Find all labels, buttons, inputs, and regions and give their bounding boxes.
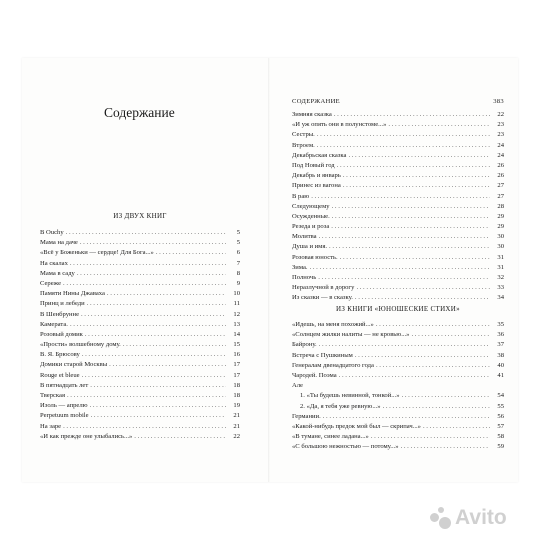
toc-entry <box>292 242 504 252</box>
toc-entry-page: 15 <box>233 341 240 349</box>
toc-entry-page: 21 <box>233 422 240 430</box>
toc-dot-leader <box>343 171 490 181</box>
toc-entry-page: 22 <box>233 432 240 440</box>
toc-entry-title: Осужденные. <box>292 212 330 220</box>
toc-dot-leader <box>156 248 226 258</box>
toc-entry-title: Принес из вагона <box>292 182 341 190</box>
toc-entry <box>292 110 504 120</box>
toc-entry-page: 12 <box>233 310 240 318</box>
toc-entry-title: Розовый домик <box>40 330 83 338</box>
toc-entry-title: Под Новый год <box>292 161 335 169</box>
toc-entry <box>292 161 504 171</box>
toc-dot-leader <box>63 279 226 289</box>
toc-entry <box>292 442 504 452</box>
toc-entry-title: Домики старой Москвы <box>40 361 108 369</box>
toc-dot-leader <box>87 299 226 309</box>
toc-dot-leader <box>356 283 490 293</box>
toc-entry-title: Принц и лебеди <box>40 300 85 308</box>
toc-entry-page: 18 <box>233 381 240 389</box>
toc-entry-page: 27 <box>497 182 504 190</box>
toc-entry-page: 18 <box>233 392 240 399</box>
toc-entry-page: 26 <box>497 161 504 169</box>
toc-entry-page: 57 <box>497 422 504 430</box>
toc-entry-title: Неразлучной в дорогу <box>292 284 355 292</box>
toc-entry-page: 35 <box>497 321 504 328</box>
toc-entry-page: 19 <box>233 402 240 410</box>
toc-entry-title: Германии. <box>292 412 321 420</box>
toc-dot-leader <box>85 330 226 340</box>
toc-entry <box>292 273 504 283</box>
toc-dot-leader <box>329 242 490 252</box>
toc-entry-title: Втроем. <box>292 141 315 149</box>
toc-entry <box>292 232 504 242</box>
toc-dot-leader <box>348 151 490 161</box>
toc-entry <box>292 432 504 442</box>
avito-logo-icon <box>430 507 452 529</box>
toc-entry-page: 28 <box>497 202 504 210</box>
toc-entry <box>292 120 504 130</box>
toc-entry-title: Perpetuum mobile <box>40 412 89 420</box>
toc-dot-leader <box>423 422 490 432</box>
toc-entry-title: Мама на даче <box>40 239 78 247</box>
running-header <box>292 98 504 105</box>
toc-dot-leader <box>383 402 490 412</box>
toc-dot-leader <box>332 202 490 212</box>
toc-entry-title: Полночь <box>292 274 317 281</box>
toc-entry-page: 30 <box>497 233 504 241</box>
toc-dot-leader <box>355 351 490 361</box>
toc-dot-leader <box>70 320 226 330</box>
toc-entry-page: 37 <box>497 341 504 349</box>
toc-entry <box>40 320 240 330</box>
toc-entry-title: На скалах <box>40 259 68 267</box>
toc-dot-leader <box>90 381 226 391</box>
toc-entry <box>40 340 240 350</box>
toc-dot-leader <box>82 371 226 381</box>
toc-entry-title: Розовая юность. <box>292 253 338 261</box>
toc-entry-page: 11 <box>233 300 240 308</box>
toc-entry-title: Rouge et bleue <box>40 371 80 379</box>
toc-entry-page: 41 <box>497 371 504 379</box>
toc-dot-leader <box>91 411 226 421</box>
toc-entry <box>40 310 240 320</box>
toc-dot-leader <box>67 391 226 401</box>
toc-entry <box>40 371 240 381</box>
toc-entry-page: 36 <box>497 331 504 339</box>
toc-entry-page: 22 <box>497 111 504 118</box>
toc-entry-title: В Шенбрунне <box>40 310 79 318</box>
toc-dot-leader <box>401 442 490 452</box>
toc-entry <box>292 263 504 273</box>
toc-entry <box>292 202 504 212</box>
toc-dot-leader <box>411 330 490 340</box>
toc-entry-title: «Идешь, на меня похожий...» <box>292 321 374 328</box>
toc-entry-title: Зимняя сказка <box>292 111 332 118</box>
toc-dot-leader <box>340 253 490 263</box>
toc-entry-title: В пятнадцать лет <box>40 381 89 389</box>
toc-entry <box>292 361 504 371</box>
toc-entry-title: «Солнцем жилки налиты — не кровью...» <box>292 331 410 339</box>
toc-dot-leader <box>311 192 490 202</box>
toc-list-right <box>292 110 504 304</box>
toc-entry-title: 1. «Ты будешь невинной, тонкой...» <box>300 392 400 400</box>
toc-entry-title: «Какой-нибудь предок мой был — скрипач...» <box>292 422 421 430</box>
toc-entry-title: Резеда и роза <box>292 223 330 231</box>
toc-entry-title: Памяти Нины Джаваха <box>40 290 105 298</box>
page-number: 383 <box>493 98 504 105</box>
toc-entry <box>40 289 240 299</box>
toc-entry <box>292 412 504 422</box>
toc-entry-page: 24 <box>497 141 504 149</box>
toc-entry-page: 5 <box>236 239 240 247</box>
toc-entry-page: 21 <box>233 412 240 420</box>
toc-dot-leader <box>310 263 490 273</box>
toc-entry <box>40 381 240 391</box>
toc-entry <box>292 320 504 330</box>
toc-dot-leader <box>109 360 226 370</box>
toc-entry <box>40 228 240 238</box>
toc-entry-title: «Прости» волшебному дому. <box>40 341 121 349</box>
toc-entry <box>292 330 504 340</box>
toc-entry-page: 30 <box>497 243 504 251</box>
toc-entry <box>292 222 504 232</box>
toc-entry-title: Але <box>292 382 303 390</box>
toc-dot-leader <box>80 238 226 248</box>
toc-entry-page: 38 <box>497 351 504 359</box>
toc-dot-leader <box>388 120 490 130</box>
toc-entry <box>292 371 504 381</box>
toc-entry <box>292 422 504 432</box>
watermark-text: Avito <box>455 506 507 529</box>
toc-dot-leader <box>319 340 490 350</box>
toc-entry-title: Душа и имя. <box>292 243 328 251</box>
toc-dot-leader <box>371 432 490 442</box>
toc-dot-leader <box>317 141 490 151</box>
toc-entry-page: 10 <box>233 290 240 298</box>
toc-entry-title: На заре <box>40 422 62 430</box>
toc-entry <box>40 248 240 258</box>
toc-entry <box>292 391 504 401</box>
toc-dot-leader <box>82 350 226 360</box>
toc-dot-leader <box>331 222 490 232</box>
toc-entry <box>40 259 240 269</box>
toc-entry <box>292 402 504 412</box>
toc-entry-page: 14 <box>233 330 240 338</box>
toc-entry-page: 7 <box>236 259 240 267</box>
toc-entry-page: 29 <box>497 223 504 231</box>
toc-entry-title: «В тумане, синее ладана...» <box>292 433 369 441</box>
toc-list-right-2 <box>292 320 504 452</box>
toc-entry-title: «Всё у Боженьки — сердце! Для Бога...» <box>40 249 154 257</box>
toc-entry <box>40 350 240 360</box>
toc-entry-title: В. Я. Брюсову <box>40 351 80 359</box>
toc-entry-page: 17 <box>233 361 240 369</box>
toc-entry <box>40 238 240 248</box>
section-heading-left: ИЗ ДВУХ КНИГ <box>113 212 167 220</box>
toc-entry-title: В Ouchy <box>40 229 64 236</box>
toc-dot-leader <box>63 422 226 432</box>
toc-entry <box>292 381 504 391</box>
page-gutter <box>268 58 270 482</box>
toc-dot-leader <box>77 269 226 279</box>
section-heading-right: ИЗ КНИГИ «ЮНОШЕСКИЕ СТИХИ» <box>336 305 460 313</box>
toc-entry-title: Следующему <box>292 202 330 210</box>
toc-entry-page: 55 <box>497 402 504 410</box>
toc-entry-title: Декабрьская сказка <box>292 151 347 159</box>
avito-watermark <box>430 506 507 530</box>
toc-entry-page: 13 <box>233 320 240 328</box>
toc-dot-leader <box>107 289 226 299</box>
toc-entry <box>40 299 240 309</box>
toc-entry-title: Сереже <box>40 279 62 287</box>
toc-entry-page: 40 <box>497 361 504 369</box>
toc-entry-page: 8 <box>236 269 240 277</box>
toc-dot-leader <box>337 161 490 171</box>
toc-entry-title: 2. «Да, я тебя уже ревную...» <box>300 402 381 410</box>
toc-entry-title: Камерата. <box>40 320 68 328</box>
toc-entry <box>40 411 240 421</box>
toc-entry-title: Генералам двенадцатого года <box>292 361 374 369</box>
toc-entry-page: 27 <box>497 192 504 200</box>
toc-entry-page: 59 <box>497 443 504 451</box>
toc-entry-page: 32 <box>497 274 504 281</box>
toc-entry-page: 29 <box>497 212 504 220</box>
toc-entry <box>292 293 504 303</box>
toc-entry <box>40 432 240 442</box>
page-title: Содержание <box>104 105 175 120</box>
toc-dot-leader <box>343 181 490 191</box>
toc-list-left <box>40 228 240 442</box>
running-header-title: СОДЕРЖАНИЕ <box>292 98 341 105</box>
toc-dot-leader <box>317 130 490 140</box>
toc-entry-page: 23 <box>497 121 504 129</box>
toc-entry-page: 17 <box>233 371 240 379</box>
toc-entry-title: Встреча с Пушкиным <box>292 351 353 359</box>
toc-dot-leader <box>81 310 226 320</box>
toc-entry-title: Молитва <box>292 233 317 241</box>
toc-dot-leader <box>332 212 490 222</box>
toc-entry <box>292 212 504 222</box>
toc-entry <box>40 269 240 279</box>
toc-entry <box>40 279 240 289</box>
toc-entry-page: 58 <box>497 433 504 441</box>
toc-entry-title: В раю <box>292 192 310 200</box>
toc-dot-leader <box>66 228 226 238</box>
toc-dot-leader <box>334 110 490 120</box>
toc-entry-page: 56 <box>497 412 504 420</box>
toc-entry <box>40 422 240 432</box>
toc-entry-page: 23 <box>497 131 504 139</box>
toc-entry-title: Сестры. <box>292 131 315 139</box>
toc-entry <box>292 171 504 181</box>
toc-entry-page: 26 <box>497 172 504 180</box>
toc-entry-page: 9 <box>236 279 240 287</box>
toc-entry-page: 54 <box>497 392 504 400</box>
toc-entry-page: 31 <box>497 263 504 271</box>
toc-entry <box>292 351 504 361</box>
toc-entry <box>292 181 504 191</box>
toc-entry <box>292 141 504 151</box>
toc-entry-title: «И уж опять они в полунстоме...» <box>292 121 387 129</box>
toc-dot-leader <box>402 391 490 401</box>
toc-entry <box>40 360 240 370</box>
toc-entry-page: 31 <box>497 253 504 261</box>
toc-dot-leader <box>134 432 226 442</box>
toc-entry-title: Чародей. Поэма <box>292 371 337 379</box>
toc-entry <box>292 151 504 161</box>
toc-entry-title: Из сказки — в сказку. <box>292 294 353 302</box>
toc-entry-page: 16 <box>233 351 240 359</box>
toc-entry-page: 5 <box>236 229 240 236</box>
toc-entry-page: 34 <box>497 294 504 302</box>
toc-entry-title: Мама в саду <box>40 269 75 277</box>
toc-entry <box>40 391 240 401</box>
toc-entry-title: Изоль — апрелю <box>40 402 88 410</box>
toc-entry <box>292 283 504 293</box>
toc-dot-leader <box>323 412 490 422</box>
toc-entry-title: Декабрь и январь <box>292 172 341 180</box>
toc-entry <box>292 340 504 350</box>
toc-entry <box>292 253 504 263</box>
toc-entry-page: 24 <box>497 151 504 159</box>
toc-dot-leader <box>90 401 226 411</box>
toc-entry-title: Зима. <box>292 263 308 271</box>
toc-entry-page: 33 <box>497 284 504 292</box>
toc-dot-leader <box>376 320 490 330</box>
toc-entry-title: Тверская <box>40 392 65 399</box>
toc-entry <box>40 330 240 340</box>
toc-dot-leader <box>376 361 490 371</box>
toc-dot-leader <box>355 293 490 303</box>
toc-entry <box>292 130 504 140</box>
toc-dot-leader <box>319 232 490 242</box>
toc-entry-title: «И как прежде оне улыбались...» <box>40 432 133 440</box>
toc-entry-page: 6 <box>236 249 240 257</box>
toc-dot-leader <box>339 371 490 381</box>
toc-dot-leader <box>123 340 226 350</box>
toc-entry <box>40 401 240 411</box>
toc-entry-title: Байрону. <box>292 341 317 349</box>
toc-entry <box>292 192 504 202</box>
toc-entry-title: «С большою нежностью — потому...» <box>292 443 399 451</box>
toc-dot-leader <box>70 259 226 269</box>
toc-dot-leader <box>318 273 490 283</box>
